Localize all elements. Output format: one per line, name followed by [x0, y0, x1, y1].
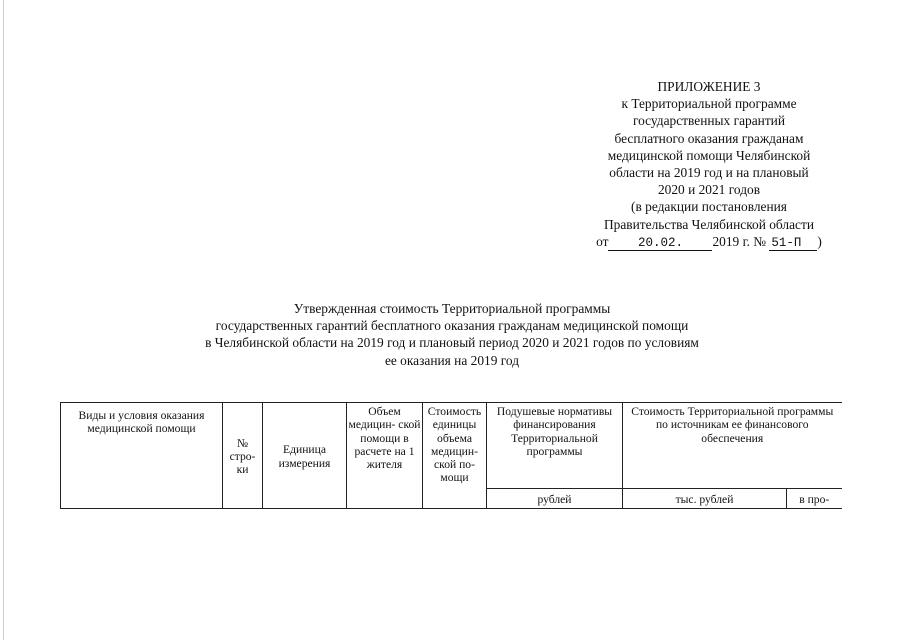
header-unit: Единица измерения — [263, 403, 347, 509]
appendix-line: бесплатного оказания гражданам — [614, 130, 804, 146]
appendix-line: медицинской помощи Челябинской — [607, 147, 811, 163]
sig-prefix: от — [596, 233, 609, 249]
document-heading — [150, 300, 754, 369]
appendix-line: Правительства Челябинской области — [604, 216, 814, 232]
page-edge-line — [3, 0, 4, 640]
resolution-date: 20.02. — [608, 236, 712, 251]
resolution-reference — [578, 233, 840, 251]
appendix-title: ПРИЛОЖЕНИЕ 3 — [657, 79, 761, 94]
header-row-number: № стро- ки — [223, 403, 263, 509]
header-volume: Объем медицин- ской помощи в расчете на 1 жителя — [347, 403, 423, 509]
resolution-year: 2019 г. № — [712, 233, 767, 249]
appendix-line: области на 2019 год и на плановый — [609, 165, 809, 181]
heading-line: государственных гарантий бесплатного оказания гражданам медицинской помощи — [215, 318, 689, 334]
unit-rubles: рублей — [487, 489, 623, 509]
appendix-line: к Территориальной программе — [621, 96, 797, 112]
sig-close: ) — [817, 233, 822, 249]
header-per-capita: Подушевые нормативы финансирования Территориальной программы — [487, 403, 623, 489]
header-program-cost: Стоимость Территориальной программы по источникам ее финансового обеспечения — [623, 403, 842, 489]
header-types-of-care: Виды и условия оказания медицинской помощи — [61, 403, 223, 509]
unit-thousand-rubles: тыс. рублей — [623, 489, 787, 509]
unit-percent: в про- — [787, 489, 842, 509]
heading-line: Утвержденная стоимость Территориальной программы — [293, 301, 611, 316]
resolution-number: 51-П — [769, 236, 817, 251]
cost-table — [60, 402, 842, 509]
appendix-header — [578, 78, 840, 251]
heading-line: ее оказания на 2019 год — [384, 352, 520, 368]
appendix-line: (в редакции постановления — [631, 199, 787, 215]
heading-line: в Челябинской области на 2019 год и плановый период 2020 и 2021 годов по условиям — [205, 335, 699, 351]
header-unit-cost: Стоимость единицы объема медицин- ской по- мощи — [423, 403, 487, 509]
appendix-line: 2020 и 2021 годов — [657, 182, 761, 198]
appendix-line: государственных гарантий — [632, 113, 786, 129]
